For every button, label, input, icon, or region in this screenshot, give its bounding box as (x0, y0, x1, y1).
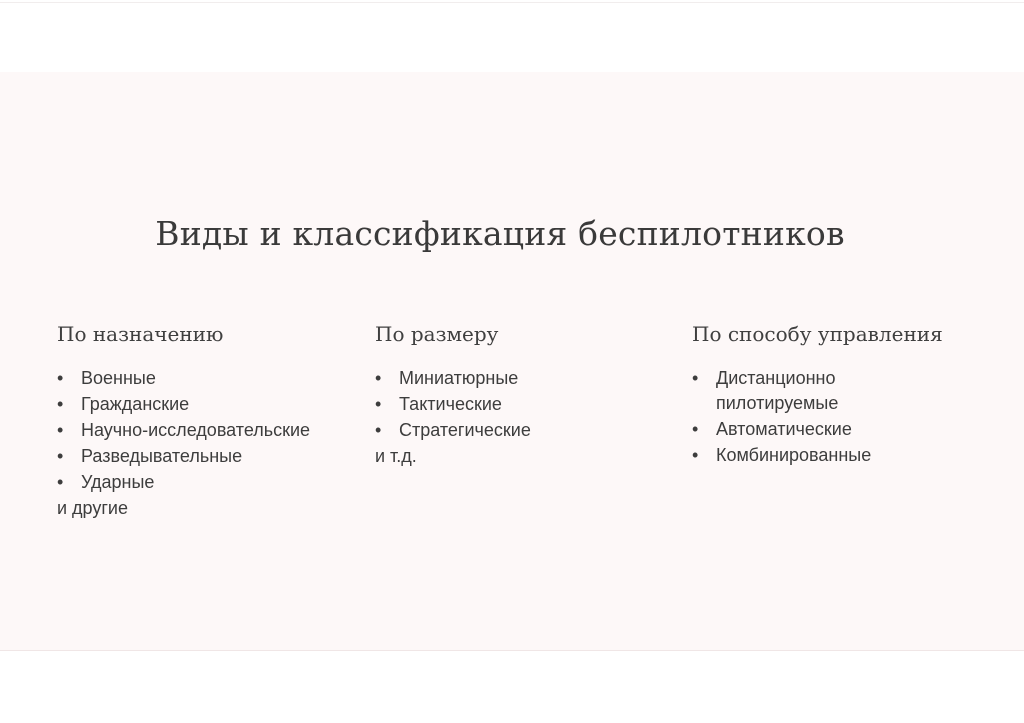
list-item-text: Комбинированные (716, 445, 872, 465)
bullet-icon: • (57, 420, 64, 440)
slide-title: Виды и классификация беспилотников (155, 214, 845, 253)
bullet-icon: • (692, 445, 699, 465)
list-item (57, 470, 337, 495)
list-item (692, 443, 992, 468)
list-item (57, 392, 337, 417)
list-item (692, 366, 906, 416)
list-item (57, 444, 337, 469)
list-item-text: Дистанционно пилотируемые (716, 368, 839, 413)
list-item-text: Тактические (399, 394, 502, 414)
list-item (57, 366, 337, 391)
column-by-purpose (57, 322, 337, 521)
list-item-text: Военные (81, 368, 156, 388)
column-by-control (692, 322, 992, 469)
bullet-icon: • (692, 368, 699, 388)
list-item (692, 417, 992, 442)
item-list (57, 366, 337, 495)
list-item-text: Автоматические (716, 419, 852, 439)
list-item (375, 418, 655, 443)
slide (0, 72, 1024, 651)
list-item-text: Научно-исследовательские (81, 420, 311, 440)
item-list (692, 366, 992, 468)
column-by-size (375, 322, 655, 469)
item-list (375, 366, 655, 443)
list-item (375, 366, 655, 391)
bullet-icon: • (375, 368, 382, 388)
bullet-icon: • (57, 368, 64, 388)
list-item-text: Стратегические (399, 420, 531, 440)
list-item-text: Ударные (81, 472, 155, 492)
bullet-icon: • (692, 419, 699, 439)
bullet-icon: • (57, 394, 64, 414)
bullet-icon: • (57, 446, 64, 466)
list-item (375, 392, 655, 417)
bullet-icon: • (375, 394, 382, 414)
list-tail-text: и другие (57, 498, 128, 518)
list-item (57, 418, 311, 443)
list-item-text: Миниатюрные (399, 368, 519, 388)
list-item-text: Разведывательные (81, 446, 243, 466)
column-heading: По размеру (375, 322, 499, 346)
column-heading: По назначению (57, 322, 224, 346)
list-tail-text: и т.д. (375, 446, 417, 466)
column-heading: По способу управления (692, 322, 943, 346)
list-item-text: Гражданские (81, 394, 190, 414)
bullet-icon: • (375, 420, 382, 440)
top-divider (0, 2, 1024, 3)
bullet-icon: • (57, 472, 64, 492)
